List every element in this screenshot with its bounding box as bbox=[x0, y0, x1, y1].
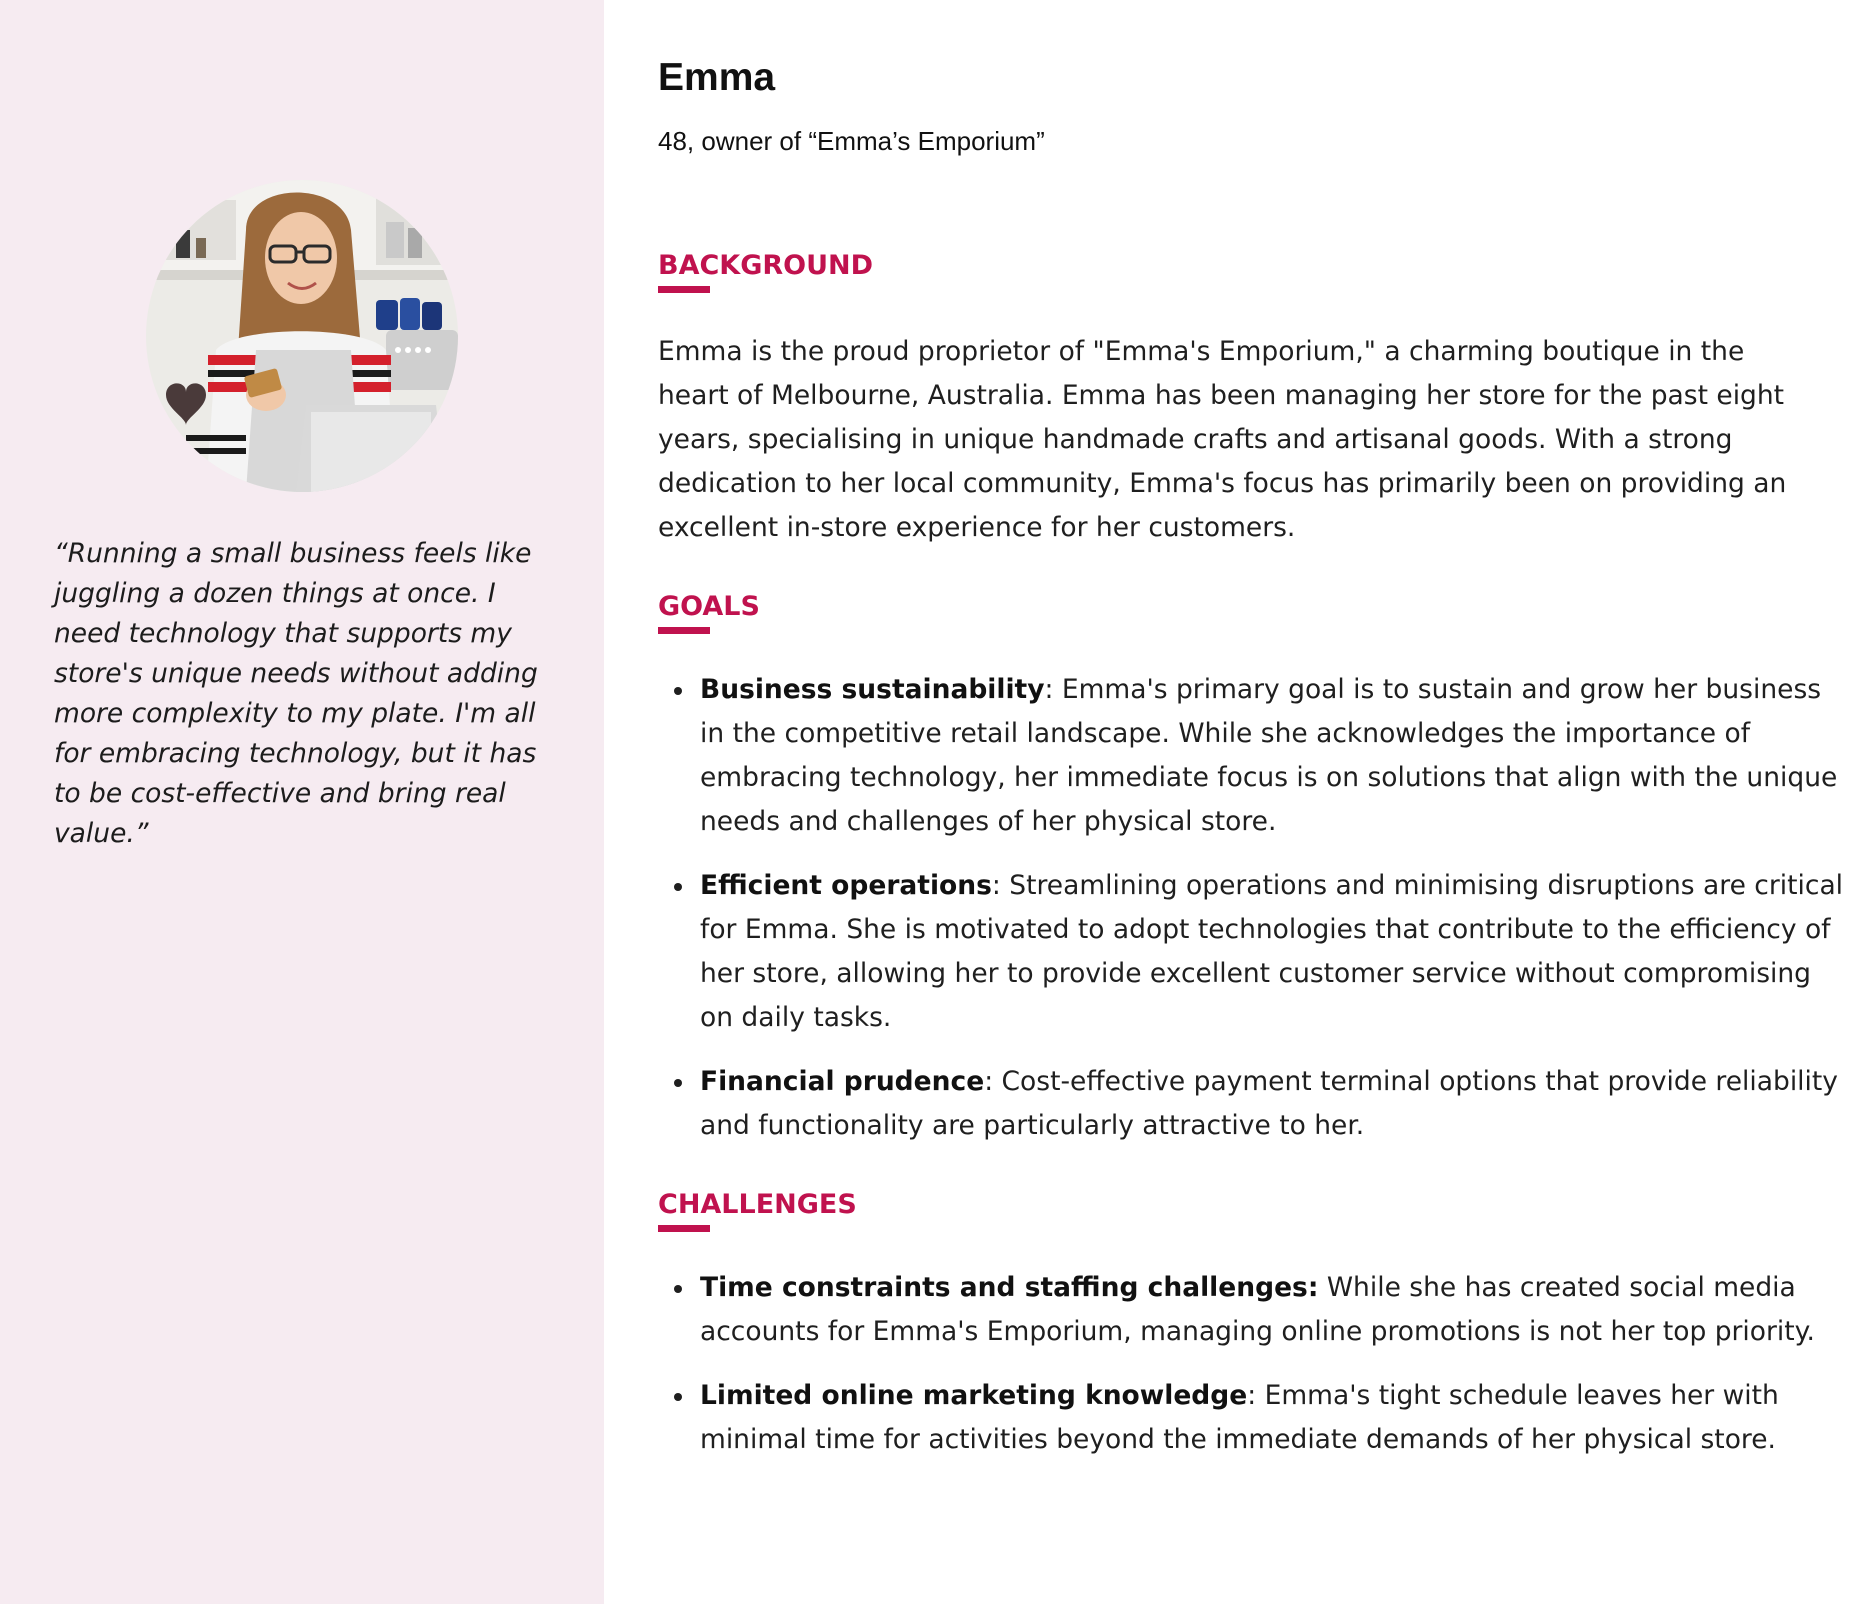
goals-list bbox=[658, 668, 1850, 1168]
challenge-item bbox=[700, 1266, 1850, 1354]
goal-item: Efficient operations: Streamlining operations and minimising disruptions are critical for Emma. She is motivated to adopt technologies that contribute to the efficiency of her store, allowing her to provide excellent customer service without compromising on daily tasks. bbox=[700, 864, 1850, 1040]
challenges-heading: CHALLENGES bbox=[658, 1189, 857, 1220]
challenge-label: Limited online marketing knowledge bbox=[700, 1380, 1248, 1411]
challenge-text: Emma's tight schedule leaves her with minimal time for activities beyond the immediate demands of her physical store. bbox=[700, 1380, 1779, 1455]
challenges-list bbox=[658, 1266, 1850, 1482]
goals-heading: GOALS bbox=[658, 591, 760, 622]
goal-item: Financial prudence: Cost-effective payment terminal options that provide reliability and functionality are particularly attractive to her. bbox=[700, 1060, 1850, 1148]
goal-text: Streamlining operations and minimising disruptions are critical for Emma. She is motivated to adopt technologies that contribute to the efficiency of her store, allowing her to provide excellent customer service without compromising on daily tasks. bbox=[700, 870, 1844, 1033]
background-underline bbox=[658, 286, 710, 293]
goal-item: Business sustainability: Emma's primary goal is to sustain and grow her business in the competitive retail landscape. While she acknowledges the importance of embracing technology, her immediate focus is on solutions that align with the unique needs and challenges of her physical store. bbox=[700, 668, 1850, 844]
goal-label: Business sustainability bbox=[700, 674, 1045, 705]
persona-photo bbox=[146, 180, 458, 492]
goal-text: Cost-effective payment terminal options that provide reliability and functionality are particularly attractive to her. bbox=[700, 1066, 1838, 1141]
goal-text: Emma's primary goal is to sustain and grow her business in the competitive retail landscape. While she acknowledges the importance of embracing technology, her immediate focus is on solutions that align with the unique needs and challenges of her physical store. bbox=[700, 674, 1838, 837]
persona-quote: “Running a small business feels like juggling a dozen things at once. I need technology that supports my store's unique needs without adding more complexity to my plate. I'm all for embracing technology, but it has to be cost-effective and bring real value.” bbox=[54, 538, 538, 849]
persona-sidebar bbox=[0, 0, 604, 1604]
challenge-text: While she has created social media accounts for Emma's Emporium, managing online promotions is not her top priority. bbox=[700, 1272, 1815, 1347]
goals-underline bbox=[658, 627, 710, 634]
goal-label: Efficient operations bbox=[700, 870, 992, 901]
background-text: Emma is the proud proprietor of "Emma's Emporium," a charming boutique in the heart of Melbourne, Australia. Emma has been managing her store for the past eight years, specialising in unique handmade crafts and artisanal goods. With a strong dedication to her local community, Emma's focus has primarily been on providing an excellent in-store experience for her customers. bbox=[658, 336, 1787, 543]
persona-subtitle: 48, owner of “Emma’s Emporium” bbox=[658, 126, 1045, 156]
background-heading: BACKGROUND bbox=[658, 250, 874, 281]
challenges-underline bbox=[658, 1225, 710, 1232]
goal-label: Financial prudence bbox=[700, 1066, 985, 1097]
persona-name: Emma bbox=[658, 56, 776, 99]
challenge-label: Time constraints and staffing challenges: bbox=[700, 1272, 1319, 1303]
challenge-item: Limited online marketing knowledge: Emma's tight schedule leaves her with minimal time for activities beyond the immediate demands of her physical store. bbox=[700, 1374, 1850, 1462]
